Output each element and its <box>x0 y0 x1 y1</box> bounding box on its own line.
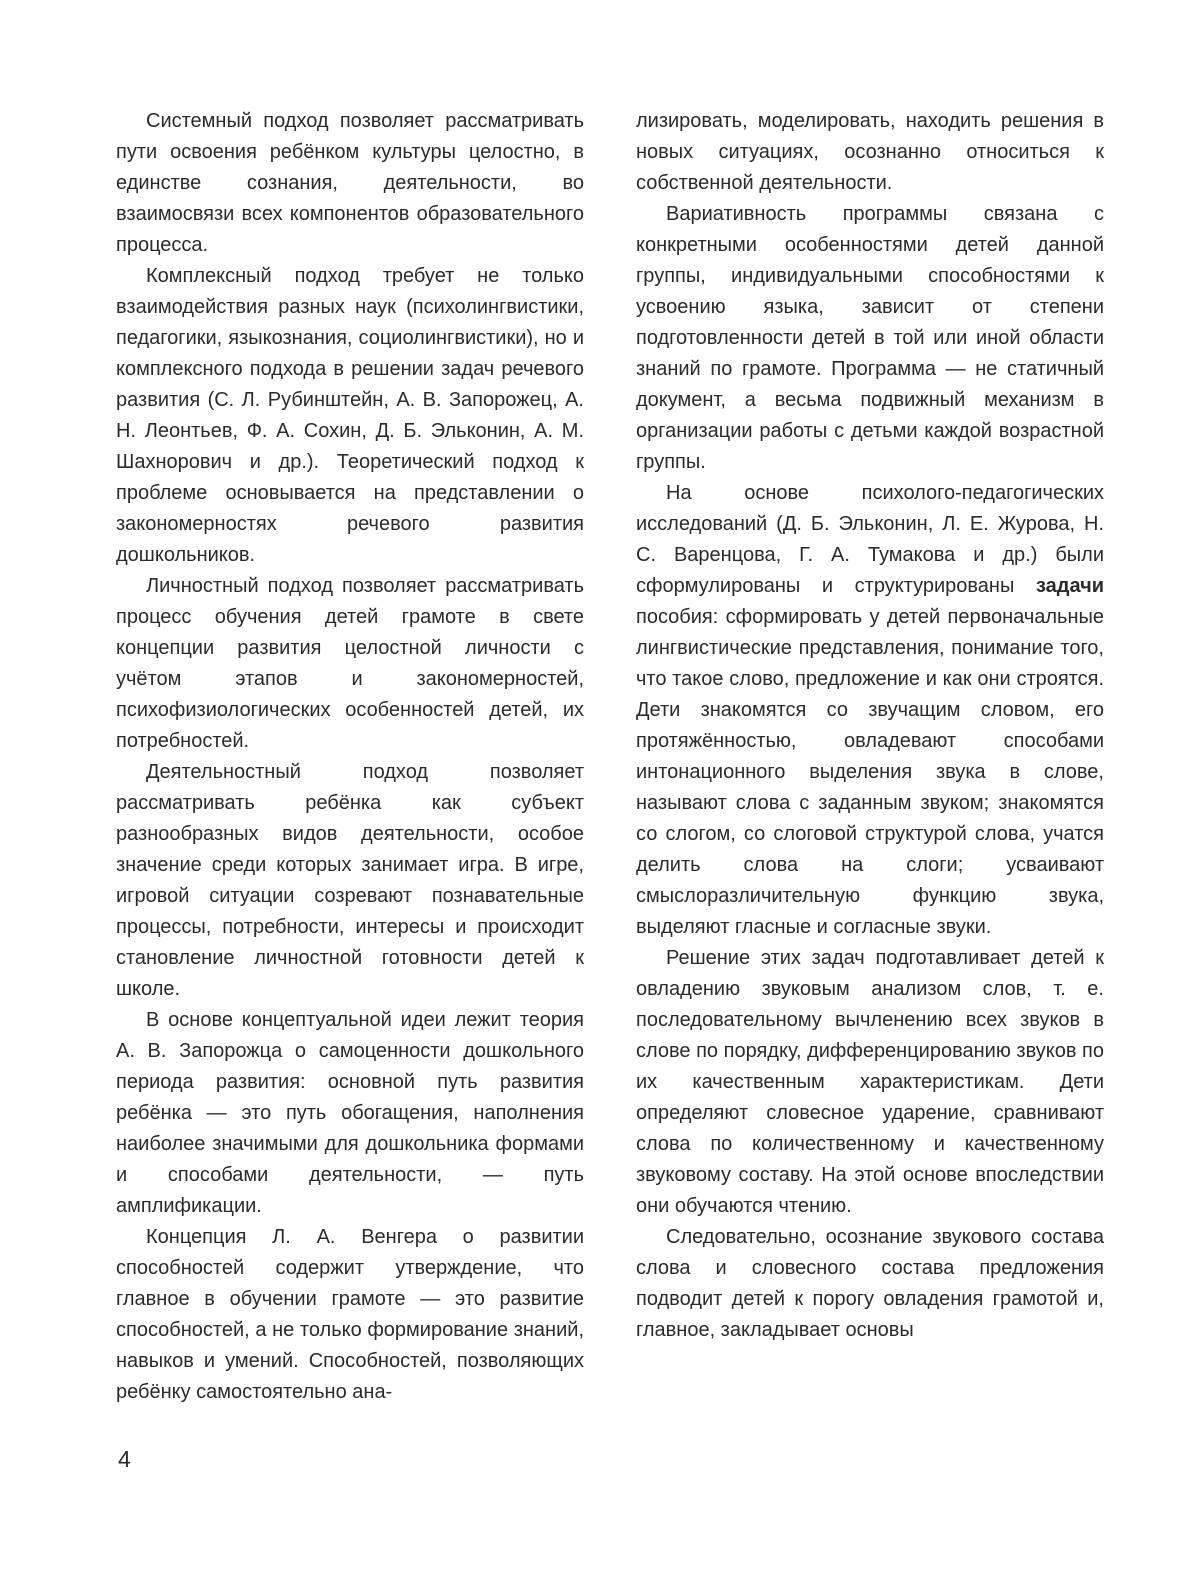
paragraph-personal-approach: Личностный подход позволяет рассматривать процесс обучения детей грамоте в свете концепции развития целостной личности с учётом этапов и закономерностей, психофизиологических особенностей детей, их потребностей. <box>116 575 584 752</box>
paragraph-solution: Решение этих задач подготавливает детей к овладению звуковым анализом слов, т. е. последовательному вычленению всех звуков в слове по порядку, дифференцированию звуков по их качественным характеристикам. Дети определяют словесное ударение, сравнивают слова по количественному и качественному звуковому составу. На этой основе впоследствии они обучаются чтению. <box>636 947 1104 1217</box>
tasks-text-after: пособия: сформировать у детей первоначальные лингвистические представления, понимание того, что такое слово, предложение и как они строятся. Дети знакомятся со звучащим словом, его протяжённостью, овладевают способами интонационного выделения звука в слове, называют слова с заданным звуком; знакомятся со слогом, со слоговой структурой слова, учатся делить слова на слоги; усваивают смыслоразличительную функцию звука, выделяют гласные и согласные звуки. <box>636 606 1104 938</box>
paragraph-consequently: Следовательно, осознание звукового состава слова и словесного состава предложения подводит детей к порогу овладения грамотой и, главное, закладывает основы <box>636 1226 1104 1341</box>
right-column <box>636 106 1104 1408</box>
paragraph-variability: Вариативность программы связана с конкретными особенностями детей данной группы, индивидуальными способностями к усвоению языка, зависит от степени подготовленности детей в той или иной области знаний по грамоте. Программа — не статичный документ, а весьма подвижный механизм в организации работы с детьми каждой возрастной группы. <box>636 203 1104 473</box>
paragraph-zaporozhets-theory: В основе концептуальной идеи лежит теория А. В. Запорожца о самоценности дошкольного периода развития: основной путь развития ребёнка — это путь обогащения, наполнения наиболее значимыми для дошкольника формами и способами деятельности, — путь амплификации. <box>116 1009 584 1217</box>
paragraph-systemic-approach: Системный подход позволяет рассматривать пути освоения ребёнком культуры целостно, в единстве сознания, деятельности, во взаимосвязи всех компонентов образовательного процесса. <box>116 110 584 256</box>
tasks-text-before: На основе психолого-педагогических исследований (Д. Б. Эльконин, Л. Е. Журова, Н. С. Варенцова, Г. А. Тумакова и др.) были сформулированы и структурированы <box>636 482 1104 597</box>
page-number: 4 <box>118 1446 131 1472</box>
tasks-bold-term: задачи <box>1035 575 1104 597</box>
left-column <box>116 106 584 1408</box>
paragraph-activity-approach: Деятельностный подход позволяет рассматривать ребёнка как субъект разнообразных видов деятельности, особое значение среди которых занимает игра. В игре, игровой ситуации созревают познавательные процессы, потребности, интересы и происходит становление личностной готовности детей к школе. <box>116 761 584 1000</box>
paragraph-complex-approach: Комплексный подход требует не только взаимодействия разных наук (психолингвистики, педагогики, языкознания, социолингвистики), но и комплексного подхода в решении задач речевого развития (С. Л. Рубинштейн, А. В. Запорожец, А. Н. Леонтьев, Ф. А. Сохин, Д. Б. Эльконин, А. М. Шахнорович и др.). Теоретический подход к проблеме основывается на представлении о закономерностях речевого развития дошкольников. <box>116 265 584 566</box>
text-columns <box>116 106 1104 1408</box>
paragraph-continuation: лизировать, моделировать, находить решения в новых ситуациях, осознанно относиться к собственной деятельности. <box>636 110 1104 194</box>
paragraph-tasks <box>636 478 1104 943</box>
paragraph-wenger-concept: Концепция Л. А. Венгера о развитии способностей содержит утверждение, что главное в обучении грамоте — это развитие способностей, а не только формирование знаний, навыков и умений. Способностей, позволяющих ребёнку самостоятельно ана- <box>116 1226 584 1403</box>
